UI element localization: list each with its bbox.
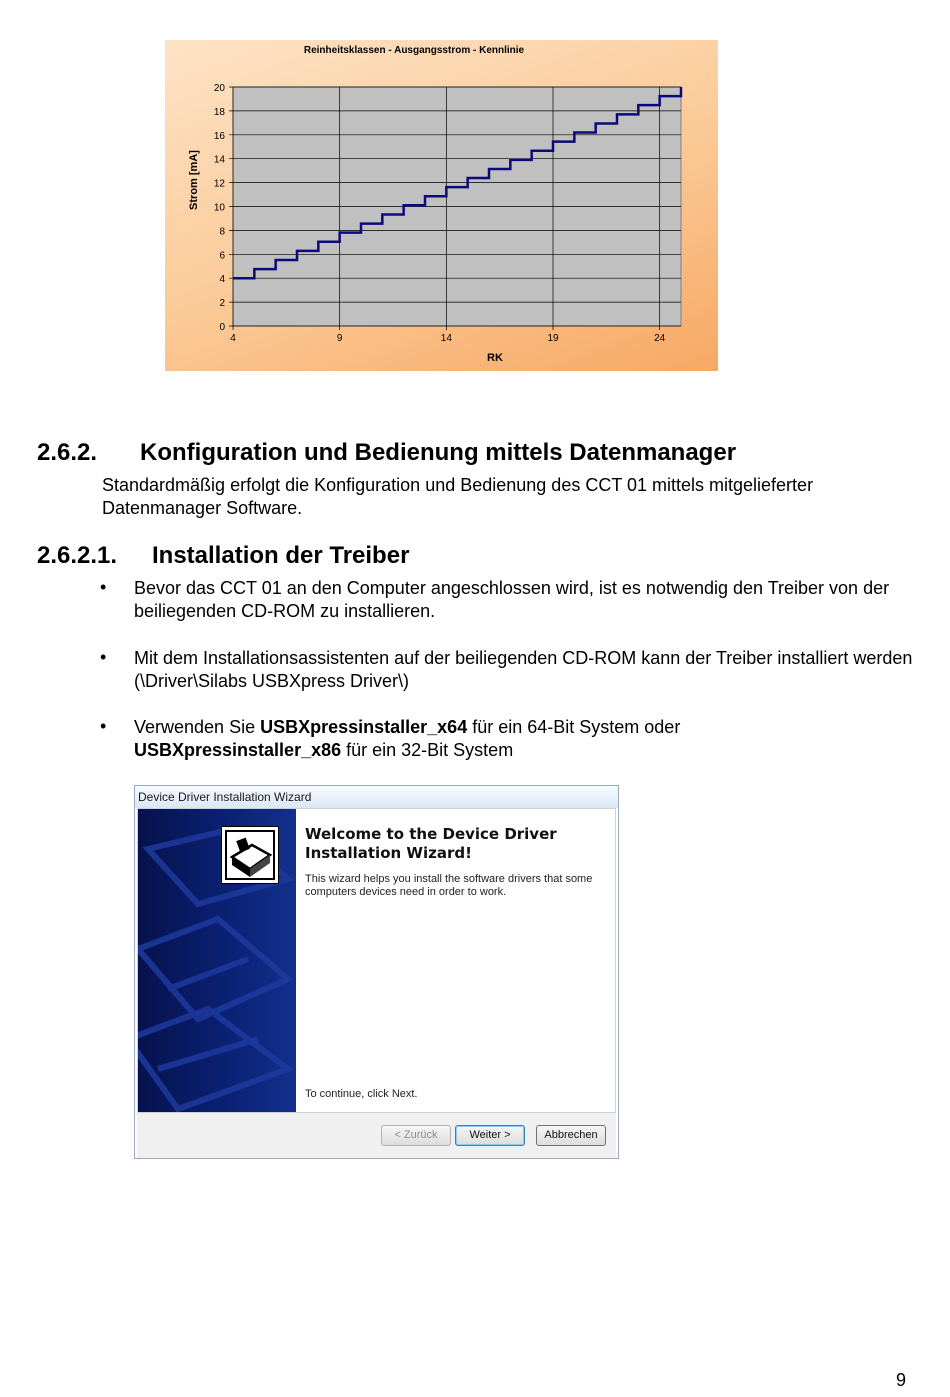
x-tick-label: 14	[440, 333, 452, 344]
wizard-description: This wizard helps you install the software drivers that some computers devices need in order to work.	[305, 873, 593, 898]
bullet-3-post: für ein 32-Bit System	[341, 740, 514, 760]
x-axis-label: RK	[487, 352, 503, 364]
y-tick-label: 20	[213, 83, 225, 94]
y-tick-label: 18	[213, 106, 225, 118]
subsection-title: Installation der Treiber	[152, 542, 410, 569]
page-number: 9	[896, 1370, 907, 1390]
subsection-number: 2.6.2.1.	[37, 542, 118, 569]
bullet-item-3	[134, 716, 914, 762]
section-body: Standardmäßig erfolgt die Konfiguration und Bedienung des CCT 01 mittels mitgelieferter Datenmanager Software.	[102, 475, 814, 518]
installer-x64: USBXpressinstaller_x64	[260, 717, 468, 737]
y-axis-label: Strom [mA]	[188, 150, 200, 210]
x-tick-labels	[230, 333, 665, 344]
installer-x86: USBXpressinstaller_x86	[134, 740, 342, 760]
x-tick-label: 9	[336, 333, 343, 344]
wizard-continue-text: To continue, click Next.	[305, 1088, 418, 1100]
bullet-item-1: Bevor das CCT 01 an den Computer angeschlossen wird, ist es notwendig den Treiber von der beiliegenden CD-ROM zu installieren.	[134, 578, 890, 621]
wizard-heading: Welcome to the Device Driver Installation Wizard!	[305, 825, 557, 862]
section-heading-2-6-2-1	[37, 542, 409, 570]
bullet-symbol: •	[100, 577, 107, 597]
y-tick-label: 4	[219, 274, 225, 286]
section-number: 2.6.2.	[37, 439, 98, 466]
wizard-button-bar	[137, 1113, 616, 1158]
wizard-title-bar: Device Driver Installation Wizard	[135, 786, 618, 808]
chart-title: Reinheitsklassen - Ausgangsstrom - Kennlinie	[303, 45, 525, 56]
wizard-content	[137, 808, 616, 1113]
section-title: Konfiguration und Bedienung mittels Datenmanager	[140, 439, 737, 466]
y-tick-label: 16	[213, 130, 225, 142]
x-tick-label: 4	[230, 333, 236, 344]
current-characteristic-chart	[165, 40, 718, 371]
back-button[interactable]: < Zurück	[381, 1125, 451, 1146]
bullet-3-pre: Verwenden Sie	[134, 717, 261, 737]
y-tick-labels	[214, 83, 226, 333]
x-tick-label: 19	[547, 333, 559, 344]
next-button[interactable]: Weiter >	[455, 1125, 525, 1146]
y-tick-label: 12	[213, 178, 225, 190]
bullet-symbol: •	[100, 716, 107, 736]
cancel-button[interactable]: Abbrechen	[536, 1125, 606, 1146]
wizard-side-banner	[138, 809, 296, 1112]
y-tick-label: 6	[219, 250, 225, 262]
y-tick-label: 0	[219, 322, 225, 333]
x-tick-label: 24	[654, 333, 666, 344]
chart-svg	[165, 40, 718, 371]
bullet-symbol: •	[100, 647, 107, 667]
y-tick-label: 14	[213, 154, 225, 166]
driver-box-icon	[221, 826, 279, 884]
bullet-item-2: Mit dem Installationsassistenten auf der beiliegenden CD-ROM kann der Treiber installiert werden (\Driver\Silabs USBXpress Driver\)	[134, 648, 913, 691]
section-heading-2-6-2	[37, 439, 736, 467]
y-tick-label: 8	[219, 226, 225, 238]
driver-wizard-window	[134, 785, 619, 1159]
y-tick-label: 2	[219, 298, 225, 310]
bullet-3-mid: für ein 64-Bit System oder	[467, 717, 681, 737]
y-tick-label: 10	[213, 202, 225, 214]
